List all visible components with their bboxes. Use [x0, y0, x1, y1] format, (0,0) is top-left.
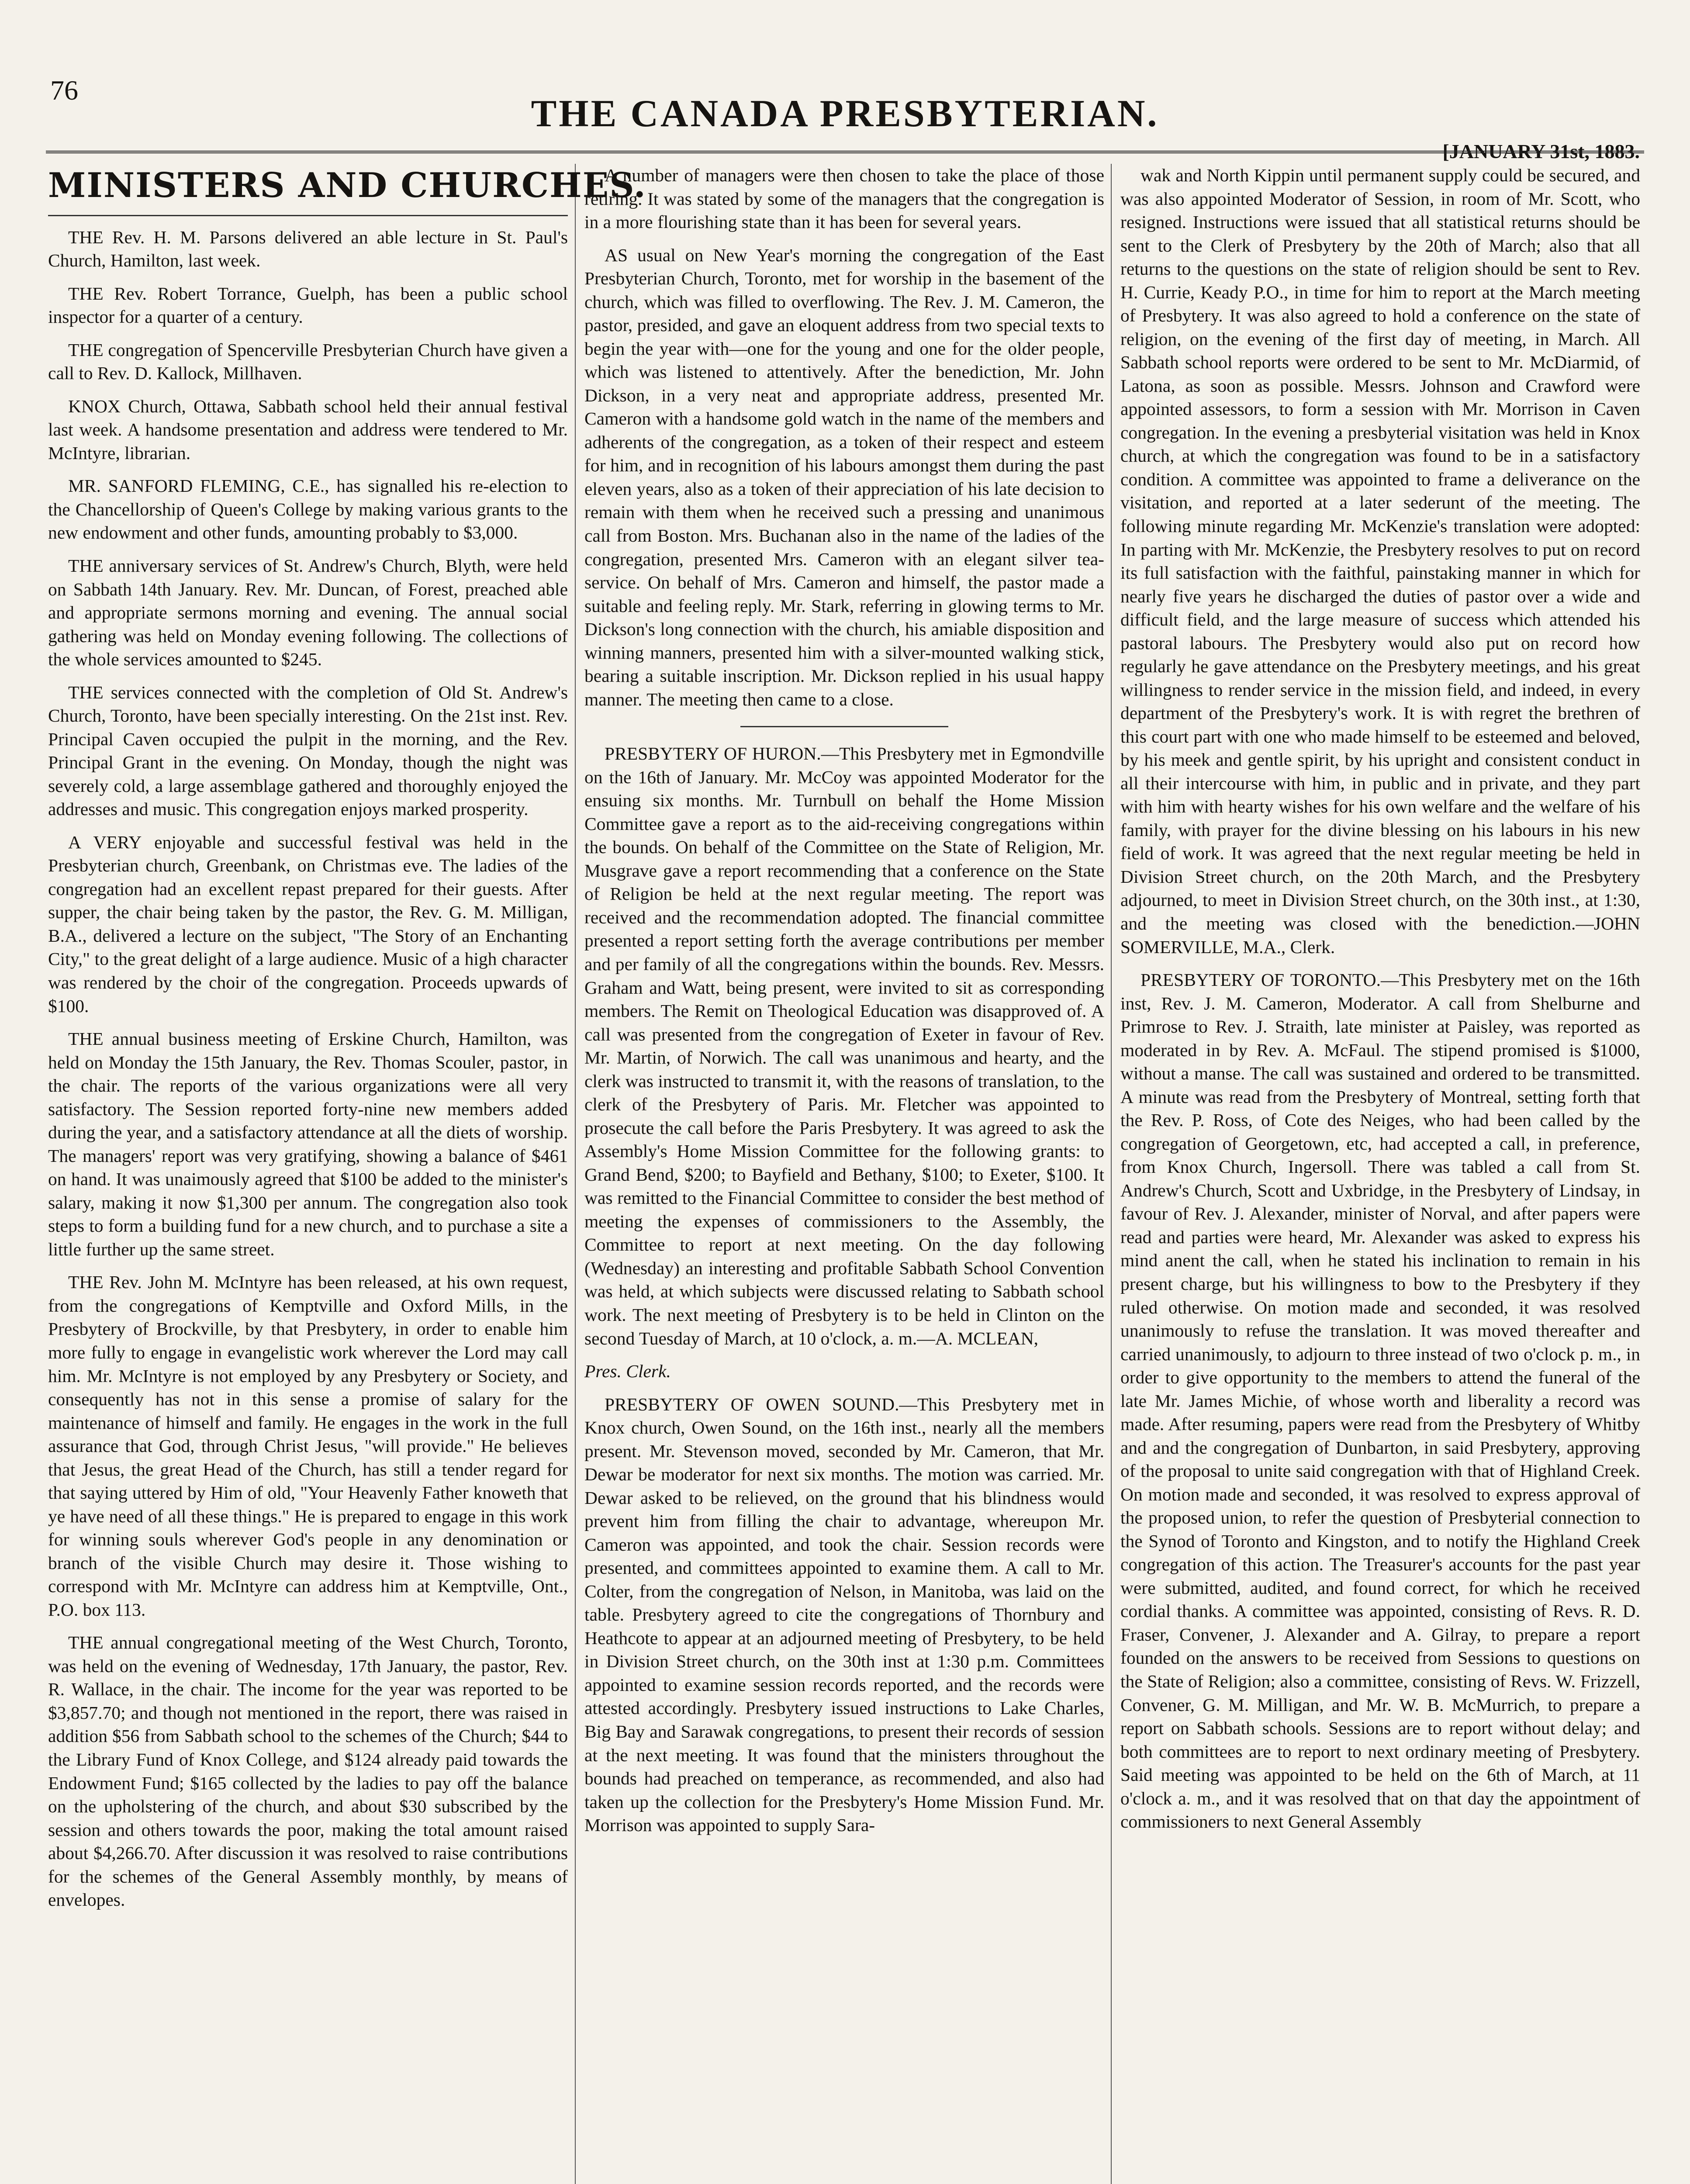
article-paragraph: THE congregation of Spencerville Presbyterian Church have given a call to Rev. D. Kallock, Millhaven.	[48, 339, 568, 384]
column-2-body-a	[584, 164, 1104, 711]
page-header	[46, 74, 1644, 162]
column-3	[1120, 164, 1640, 2184]
column-3-body	[1120, 164, 1640, 1834]
article-paragraph: AS usual on New Year's morning the congregation of the East Presbyterian Church, Toronto, met for worship in the basement of the church, which was filled to overflowing. The Rev. J. M. Cameron, the pastor, presided, and gave an eloquent address from two special texts to begin the year with—one for the young and one for the older people, which was listened to attentively. After the benediction, Mr. John Dickson, in a very neat and appropriate address, presented Mr. Cameron with a handsome gold watch in the name of the members and adherents of the congregation, as a token of their respect and esteem for him, and in recognition of his labours amongst them during the past eleven years, also as a token of their appreciation of his late decision to remain with them when he received such a pressing and unanimous call from Boston. Mrs. Buchanan also in the name of the ladies of the congregation, presented Mrs. Cameron with an elegant silver tea-service. On behalf of Mrs. Cameron and himself, the pastor made a suitable and feeling reply. Mr. Stark, referring in glowing terms to Mr. Dickson's long connection with the church, his amiable disposition and winning manners, presented him with a silver-mounted walking stick, bearing a suitable inscription. Mr. Dickson replied in his usual happy manner. The meeting then came to a close.	[584, 245, 1104, 709]
article-paragraph: THE anniversary services of St. Andrew's Church, Blyth, were held on Sabbath 14th January. Rev. Mr. Duncan, of Forest, preached able and appropriate sermons morning and evening. The annual social gathering was held on Monday evening following. The collections of the whole services amounted to $245.	[48, 555, 568, 670]
article-paragraph: THE Rev. H. M. Parsons delivered an able lecture in St. Paul's Church, Hamilton, last week.	[48, 227, 568, 271]
article-separator	[740, 726, 948, 727]
article-paragraph: KNOX Church, Ottawa, Sabbath school held their annual festival last week. A handsome presentation and address were tendered to Mr. McIntyre, librarian.	[48, 396, 568, 463]
article-paragraph: THE Rev. John M. McIntyre has been released, at his own request, from the congregations of Kemptville and Oxford Mills, in the Presbytery of Brockville, by that Presbytery, in order to enable him more fully to engage in evangelistic work wherever the Lord may call him. Mr. McIntyre is not employed by any Presbytery or Society, and consequently has not in this sense a promise of salary for the maintenance of himself and family. He engages in the work in the full assurance that God, through Christ Jesus, "will provide." He believes that Jesus, the great Head of the Church, has still a tender regard for that saying uttered by Him of old, "Your Heavenly Father knoweth that ye have need of all these things." He is prepared to engage in this work for winning souls wherever God's people in any denomination or branch of the visible Church may desire it. Those wishing to correspond with Mr. McIntyre can address him at Kemptville, Ont., P.O. box 113.	[48, 1272, 568, 1620]
section-heading: MINISTERS AND CHURCHES.	[48, 164, 568, 216]
column-2	[584, 164, 1104, 2184]
article-paragraph: THE annual congregational meeting of the West Church, Toronto, was held on the evening of Wednesday, 17th January, the pastor, Rev. R. Wallace, in the chair. The income for the year was reported to be $3,857.70; and though not mentioned in the report, there was raised in addition $56 from Sabbath school to the schemes of the Church; $44 to the Library Fund of Knox College, and $124 already paid towards the Endowment Fund; $165 collected by the ladies to pay off the balance on the upholstering of the church, and about $30 subscribed by the session and others towards the poor, making the total amount raised about $4,266.70. After discussion it was resolved to raise contributions for the schemes of the General Assembly monthly, by means of envelopes.	[48, 1632, 568, 1910]
column-1-body	[48, 226, 568, 1912]
masthead-title: THE CANADA PRESBYTERIAN.	[531, 93, 1159, 135]
column-divider	[1111, 164, 1112, 2184]
article-paragraph: PRESBYTERY OF OWEN SOUND.—This Presbytery met in Knox church, Owen Sound, on the 16th inst., nearly all the members present. Mr. Stevenson moved, seconded by Mr. Cameron, that Mr. Dewar be moderator for next six months. The motion was carried. Mr. Dewar asked to be relieved, on the ground that his blindness would prevent him from filling the chair to advantage, whereupon Mr. Cameron was appointed, and took the chair. Session records were presented, and committees appointed to examine them. A call to Mr. Colter, from the congregation of Nelson, in Manitoba, was laid on the table. Presbytery agreed to cite the congregations of Thornbury and Heathcote to appear at an adjourned meeting of Presbytery, to be held in Division Street church, on the 30th inst at 1:30 p.m. Committees appointed to examine session records reported, and the records were attested accordingly. Presbytery issued instructions to Lake Charles, Big Bay and Sarawak congregations, to present their records of session at the next meeting. It was found that the ministers throughout the bounds had preached on temperance, as recommended, and also had taken up the collection for the Presbytery's Home Mission Fund. Mr. Morrison was appointed to supply Sara-	[584, 1394, 1104, 1835]
article-paragraph: MR. SANFORD FLEMING, C.E., has signalled his re-election to the Chancellorship of Queen's College by making various grants to the new endowment and other funds, amounting probably to $3,000.	[48, 476, 568, 543]
column-divider	[575, 164, 576, 2184]
article-paragraph: A number of managers were then chosen to take the place of those retiring. It was stated by some of the managers that the congregation is in a more flourishing state than it has been for several years.	[584, 165, 1104, 232]
clerk-signature: Pres. Clerk.	[584, 1361, 671, 1382]
article-paragraph: THE Rev. Robert Torrance, Guelph, has been a public school inspector for a quarter of a century.	[48, 283, 568, 327]
issue-date: [JANUARY 31st, 1883.	[1442, 140, 1640, 162]
page-number: 76	[50, 75, 78, 106]
article-paragraph: PRESBYTERY OF TORONTO.—This Presbytery met on the 16th inst, Rev. J. M. Cameron, Moderator. A call from Shelburne and Primrose to Rev. J. Straith, late minister at Paisley, was reported as moderated in by Rev. A. McFaul. The stipend promised is $1000, without a manse. The call was sustained and ordered to be transmitted. A minute was read from the Presbytery of Montreal, setting forth that the Rev. P. Ross, of Cote des Neiges, who had been called by the congregation of Georgetown, etc, had accepted a call, in preference, from Knox Church, Ingersoll. There was tabled a call from St. Andrew's Church, Scott and Uxbridge, in the Presbytery of Lindsay, in favour of Rev. J. Alexander, minister of Norval, and after papers were read and parties were heard, Mr. Alexander was asked to express his mind anent the call, when he stated his inclination to remain in his present charge, but his willingness to bow to the Presbytery if they ruled otherwise. On motion made and seconded, it was resolved unanimously to refuse the translation. It was moved thereafter and carried unanimously, to adjourn to three instead of two o'clock p. m., in order to give opportunity to the members to attend the funeral of the late Mr. James Michie, of whose worth and liberality a record was made. After resuming, papers were read from the Presbytery of Whitby and and the congregation of Dunbarton, in said Presbytery, approving of the proposal to unite said congregation with that of Highland Creek. On motion made and seconded, it was resolved to express approval of the proposed union, to refer the question of Presbyterial connection to the Synod of Toronto and Kingston, and to notify the Highland Creek congregation of this action. The Treasurer's accounts for the past year were submitted, audited, and found correct, for which he received cordial thanks. A committee was appointed, consisting of Revs. R. D. Fraser, Convener, J. Alexander and A. Gilray, to prepare a report founded on the answers to be received from Sessions to questions on the State of Religion; also a committee, consisting of Revs. W. Frizzell, Convener, G. M. Milligan, and Mr. W. B. McMurrich, to prepare a report on Sabbath schools. Sessions are to report without delay; and both committees are to report to next ordinary meeting of Presbytery. Said meeting was appointed to be held on the 6th of March, at 11 o'clock a. m., and it was resolved that on that day the appointment of commissioners to next General Assembly	[1120, 970, 1640, 1832]
article-paragraph: THE annual business meeting of Erskine Church, Hamilton, was held on Monday the 15th January, the Rev. Thomas Scouler, pastor, in the chair. The reports of the various organizations were all very satisfactory. The Session reported forty-nine new members added during the year, and a satisfactory attendance at all the diets of worship. The managers' report was very gratifying, showing a balance of $461 on hand. It was unaimously agreed that $100 be added to the minister's salary, making it now $1,300 per annum. The congregation also took steps to form a building fund for a new church, and to purchase a site a little further up the same street.	[48, 1029, 568, 1259]
article-paragraph: A VERY enjoyable and successful festival was held in the Presbyterian church, Greenbank, on Christmas eve. The ladies of the congregation had an excellent repast prepared for their guests. After supper, the chair being taken by the pastor, the Rev. G. M. Milligan, B.A., delivered a lecture on the subject, "The Story of an Enchanting City," to the great delight of a large audience. Music of a high character was rendered by the choir of the congregation. Proceeds upwards of $100.	[48, 832, 568, 1016]
header-rule	[46, 151, 1644, 153]
article-paragraph: THE services connected with the completion of Old St. Andrew's Church, Toronto, have been specially interesting. On the 21st inst. Rev. Principal Caven occupied the pulpit in the morning, and the Rev. Principal Grant in the evening. On Monday, though the night was severely cold, a large assemblage gathered and thoroughly enjoyed the addresses and music. This congregation enjoys marked prosperity.	[48, 682, 568, 819]
column-2-body-b	[584, 742, 1104, 1837]
article-paragraph: wak and North Kippin until permanent supply could be secured, and was also appointed Moderator of Session, in room of Mr. Scott, who resigned. Instructions were issued that all statistical returns should be sent to the Clerk of Presbytery by the 20th of March; also that all returns to the questions on the state of religion should be sent to Rev. H. Currie, Keady P.O., in time for him to report at the March meeting of Presbytery. It was also agreed to hold a conference on the state of religion, on the evening of the first day of meeting, in March. All Sabbath school reports were ordered to be sent to Mr. McDiarmid, of Latona, as soon as possible. Messrs. Johnson and Crawford were appointed assessors, to form a session with Mr. Morrison in Caven congregation. In the evening a presbyterial visitation was held in Knox church, at which the congregation was found to be in a satisfactory condition. A committee was appointed to frame a deliverance on the visitation, and reported at a later sederunt of the meeting. The following minute regarding Mr. McKenzie's translation were adopted: In parting with Mr. McKenzie, the Presbytery resolves to put on record its full satisfaction with the faithful, painstaking manner in which for nearly five years he discharged the duties of pastor over a wide and difficult field, and the large measure of success which attended his pastoral labours. The Presbytery would also put on record how regularly he gave attendance on the Presbytery meetings, and his great willingness to render service in the mission field, and indeed, in every department of the Presbytery's work. It is with regret the brethren of this court part with one who made himself to be esteemed and beloved, by his meek and gentle spirit, by his upright and consistent conduct in all their intercourse with him, in public and in private, and they part with him with hearty wishes for his own welfare and the welfare of his family, with prayer for the divine blessing on his labours in his new field of work. It was agreed that the next regular meeting be held in Division Street church, on the 20th March, and the Presbytery adjourned, to meet in Division Street church, on the 30th inst., at 1:30, and the meeting was closed with the benediction.—JOHN SOMERVILLE, M.A., Clerk.	[1120, 165, 1640, 957]
article-paragraph: PRESBYTERY OF HURON.—This Presbytery met in Egmondville on the 16th of January. Mr. McCoy was appointed Moderator for the ensuing six months. Mr. Turnbull on behalf the Home Mission Committee gave a report as to the aid-receiving congregations within the bounds. On behalf of the Committee on the State of Religion, Mr. Musgrave gave a report recommending that a conference on the State of Religion be held at the next regular meeting. The report was received and the recommendation adopted. The financial committee presented a report setting forth the average contributions per member and per family of all the congregations within the bounds. Rev. Messrs. Graham and Watt, being present, were invited to sit as corresponding members. The Remit on Theological Education was disapproved of. A call was presented from the congregation of Exeter in favour of Rev. Mr. Martin, of Norwich. The call was unanimous and hearty, and the clerk was instructed to transmit it, with the reasons of translation, to the clerk of the Presbytery of Paris. Mr. Fletcher was appointed to prosecute the call before the Paris Presbytery. It was agreed to ask the Assembly's Home Mission Committee for the following grants: to Grand Bend, $200; to Bayfield and Bethany, $100; to Exeter, $100. It was remitted to the Financial Committee to consider the best method of meeting the expenses of commissioners to the Assembly, the Committee to report at next meeting. On the day following (Wednesday) an interesting and profitable Sabbath School Convention was held, at which subjects were discussed relating to Sabbath school work. The next meeting of Presbytery is to be held in Clinton on the second Tuesday of March, at 10 o'clock, a. m.—A. MCLEAN,	[584, 743, 1104, 1348]
